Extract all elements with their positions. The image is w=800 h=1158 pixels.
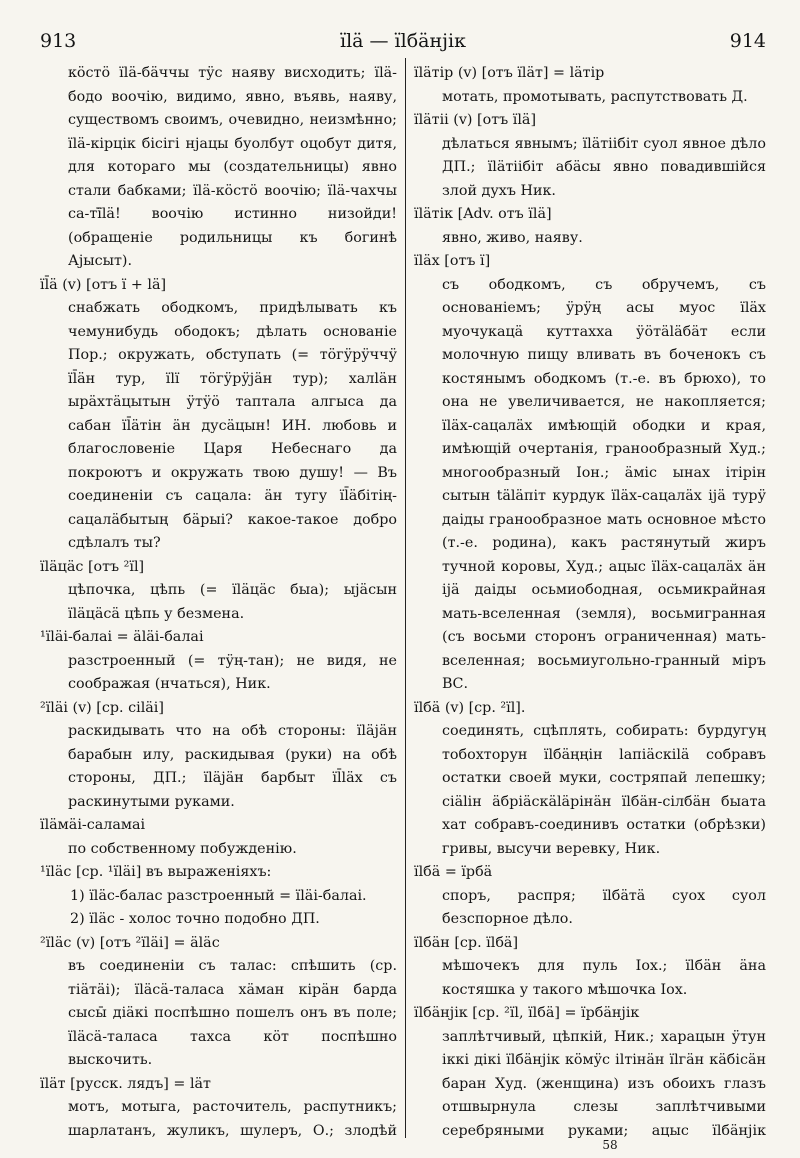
entry-body: въ соединеніи съ талас: спѣшить (ср. тіäтäі); ïläсä-таласа хäман кірäн барда сысы̄ дiäкі поспѣшно пошелъ онъ въ поле; ïläсä-таласа тахса кöт поспѣшно выскочить. bbox=[68, 958, 397, 1068]
entry-body: дѣлаться явнымъ; ïläтіібіт суол явное дѣло ДП.; ïläтіібіт абäсы явно повадившійся злой духъ Ник. bbox=[442, 135, 766, 199]
entry-headword: ïlбäн [ср. ïlбä] bbox=[414, 934, 519, 951]
entry-body: мотъ, мотыга, расточитель, распутникъ; шарлатанъ, жуликъ, шулеръ, О.; злодѣй bbox=[68, 1099, 397, 1139]
entry-body: соединять, сцѣплять, собирать: бурдугуң тобохторун ïlбäңңін lапіäскіlä собравъ остатки своей муки, состряпай лепешку; сіälін äбріäскäläрінäн ïlбäн-сілбäн быата хат собравъ-соединивъ остатки (обрѣзки) гривы, высучи веревку, Ник. bbox=[442, 723, 766, 857]
dictionary-entry bbox=[414, 109, 766, 203]
entry-body: явно, живо, наяву. bbox=[442, 229, 583, 246]
dictionary-entry bbox=[40, 274, 397, 556]
dictionary-entry bbox=[40, 1073, 397, 1143]
dictionary-entry bbox=[40, 932, 397, 1073]
entry-body: снабжать ободкомъ, придѣлывать къ чемунибудь ободокъ; дѣлать основаніе Пор.; окружать, обступать (= тöгӱрӱччӱ ïl̄äн тур, ïlï тöгӱрӱjäн тур); халläн ырäхтäцытын ӱтӱö таптала алгыса да сабан ïl̄äтін äн дусäцын! ИН. любовь и благословеніе Царя Небеснаго да покроютъ и окружать твою душу! — Въ соединеніи съ сацала: äн тугу ïl̄äбітің-сацалäбытың бäрыі? какое-такое добро сдѣлалъ ты? bbox=[68, 300, 397, 551]
entry-body: мѣшочекъ для пуль Іох.; ïlбäн äна костяшка у такого мѣшочка Іох. bbox=[442, 958, 766, 998]
dictionary-entry bbox=[414, 932, 766, 1003]
entry-continuation bbox=[40, 62, 397, 274]
dictionary-entry bbox=[414, 1002, 766, 1142]
entry-headword: ïläтіі (v) [отъ ïlä] bbox=[414, 112, 537, 128]
entry-body: заплѣтчивый, цѣпкій, Ник.; харацын ӱтун іккі дікі ïlбäнjік кöмӱс іlтінäн ïlгäн кäбісäн баран Худ. (женщина) изъ обоихъ глазъ отшвырнула слезы заплѣтчивыми серебряными руками; ацыс ïlбäнjік bbox=[442, 1028, 766, 1139]
entry-headword: ²ïläс (v) [отъ ²ïläі] = äläс bbox=[40, 934, 220, 951]
running-title: ïlä — ïlбäнjік bbox=[340, 30, 466, 52]
entry-body: мотать, промотывать, распутствовать Д. bbox=[442, 88, 748, 105]
right-column bbox=[414, 62, 766, 1142]
entry-headword: ¹ïläі-балаі = äläі-балаі bbox=[40, 629, 204, 645]
dictionary-entry bbox=[40, 626, 397, 697]
right-page-number: 914 bbox=[729, 30, 766, 52]
entry-headword: ïlбä (v) [ср. ²ïl]. bbox=[414, 699, 526, 716]
entry-headword: ¹ïläс [ср. ¹ïläі] въ выраженіяхъ: bbox=[40, 864, 272, 880]
entry-headword: ïl̄ä (v) [отъ ï + lä] bbox=[40, 276, 167, 293]
dictionary-entry bbox=[40, 861, 397, 932]
dictionary-entry bbox=[414, 62, 766, 109]
dictionary-entry bbox=[40, 556, 397, 627]
entry-headword: ïläх [отъ ï] bbox=[414, 253, 491, 269]
entry-headword: ïlбäнjік [ср. ²ïl, ïlбä] = ïрбäнjік bbox=[414, 1005, 640, 1021]
entry-headword: ²ïläі (v) [ср. сіläі] bbox=[40, 699, 164, 716]
entry-headword: ïläт [русск. лядъ] = läт bbox=[40, 1075, 211, 1092]
entry-body: споръ, распря; ïlбäтä суох суол безспорное дѣло. bbox=[442, 887, 766, 927]
entry-headword: ïläтір (v) [отъ ïläт] = läтір bbox=[414, 65, 605, 81]
signature-mark: 58 bbox=[602, 1138, 618, 1152]
page-header bbox=[40, 30, 766, 58]
entry-body: по собственному побужденію. bbox=[68, 840, 297, 857]
entry-body: съ ободкомъ, съ обручемъ, съ основаніемъ; ӱрӱң асы муос ïläх муочукацä куттахха ӱöтäläбäт если молочную пищу вливать въ боченокъ съ костянымъ ободкомъ (т.-е. въ брюхо), то она не увеличивается, не накопляется; ïläх-сацалäх имѣющій ободки и края, имѣющій очертанія, гранообразный Худ.; многообразный Іон.; äміс ынах ітірін сытын täläпіт курдук ïläх-сацалäх іjä турӱ даіды гранообразное мать основное мѣсто (т.-е. родина), какъ растянутый жиръ тучной коровы, Худ.; ацыс ïläх-сацалäх äн іjä даіды осьмиободная, осьмикрайная мать-вселенная (земля), восьмигранная (съ восьми сторонъ ограниченная) мать-вселенная; восьмиугольно-гранный міръ ВС. bbox=[442, 276, 766, 692]
entry-body: раскидывать что на обѣ стороны: ïläjäн барабын илу, раскидывая (руки) на обѣ стороны, ДП.; ïläjäн барбыт ïl̄läх съ раскинутыми руками. bbox=[68, 723, 397, 810]
dictionary-entry bbox=[414, 203, 766, 250]
left-page-number: 913 bbox=[40, 30, 77, 52]
column-divider bbox=[405, 58, 406, 1138]
entry-sense: 2) ïläс - холос точно подобно ДП. bbox=[70, 911, 320, 927]
dictionary-entry bbox=[414, 250, 766, 697]
entry-headword: ïläмäі-саламаі bbox=[40, 817, 146, 833]
entry-sense: 1) ïläс-балас разстроенный = ïläі-балаі. bbox=[70, 887, 367, 904]
dictionary-entry bbox=[414, 697, 766, 862]
entry-headword: ïlбä = ïрбä bbox=[414, 864, 493, 880]
entry-body: кöстö ïlä-бäччы тӱс наяву висходить; ïlä-бодо воочію, видимо, явно, въявь, наяву, существомъ своимъ, очевидно, неизмѣнно; ïlä-кірцік бісігі нјацы буолбут оцобут дитя, для котораго мы (создательницы) явно стали бабками; ïlä-кöстö воочію; ïlä-чахчы са-тï̄lä! воочію истинно низойди! (обращеніе родильницы къ богинѣ Аjысыт). bbox=[68, 65, 397, 269]
entry-headword: ïläтік [Adv. отъ ïlä] bbox=[414, 206, 552, 222]
entry-body: цѣпочка, цѣпь (= ïläцäс быа); ыјäсын ïläцäсä цѣпь у безмена. bbox=[68, 582, 397, 622]
dictionary-entry bbox=[414, 861, 766, 932]
dictionary-entry bbox=[40, 697, 397, 815]
left-column bbox=[40, 62, 397, 1142]
entry-headword: ïläцäс [отъ ²ïl] bbox=[40, 558, 145, 575]
dictionary-entry bbox=[40, 814, 397, 861]
entry-body: разстроенный (= тӱң-тан); не видя, не соображая (нчаться), Ник. bbox=[68, 652, 397, 692]
